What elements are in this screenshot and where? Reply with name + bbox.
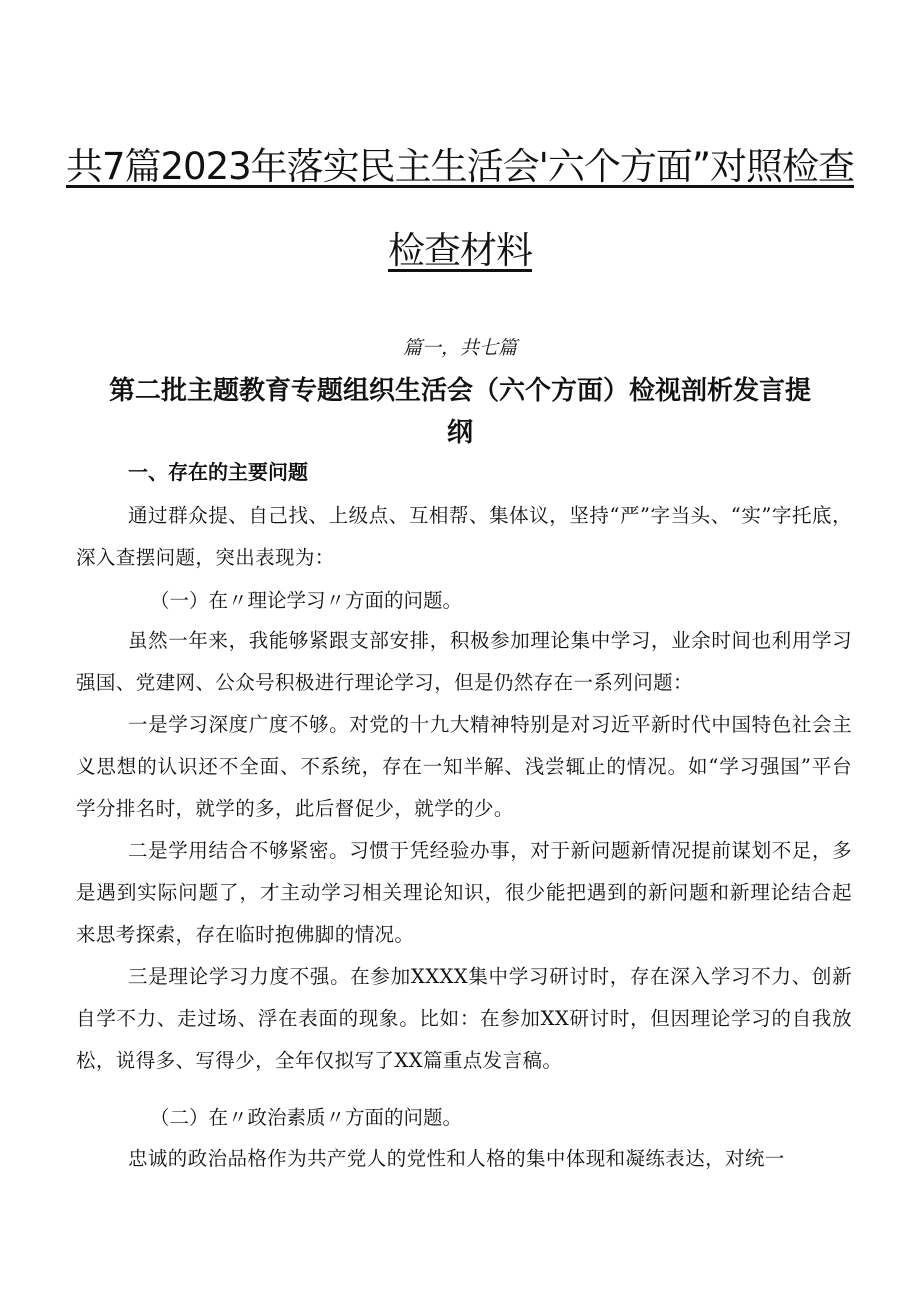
subheading-theory-study: （一）在〃理论学习〃方面的问题。: [150, 589, 463, 612]
section-title-line-2: 纲: [446, 418, 473, 448]
paragraph-2: 一是学习深度广度不够。对党的十九大精神特别是对习近平新时代中国特色社会主义思想的认识还不全面、不系统，存在一知半解、浅尝辄止的情况。如“学习强国”平台学分排名时，就学的多，此后督促少，就学的少。: [76, 713, 852, 820]
subheading-political-quality: （二）在〃政治素质〃方面的问题。: [150, 1106, 463, 1129]
paragraph-4: 三是理论学习力度不强。在参加XXXX集中学习研讨时，存在深入学习不力、创新自学不力、走过场、浮在表面的现象。比如：在参加XX研讨时，但因理论学习的自我放松，说得多、写得少，全年仅拟写了XX篇重点发言稿。: [76, 965, 852, 1072]
paragraph-3: 二是学用结合不够紧密。习惯于凭经验办事，对于新问题新情况提前谋划不足，多是遇到实际问题了，才主动学习相关理论知识，很少能把遇到的新问题和新理论结合起来思考探索，存在临时抱佛脚的情况。: [76, 839, 852, 946]
part-label: 篇一，共七篇: [402, 337, 517, 359]
paragraph-intro: 通过群众提、自己找、上级点、互相帮、集体议，坚持“严”字当头、“实”字托底，深入查摆问题，突出表现为：: [76, 504, 852, 569]
document-title-line-1: 共7篇2023年落实民主生活会'六个方面”对照检查: [65, 145, 855, 188]
paragraph-1: 虽然一年来，我能够紧跟支部安排，积极参加理论集中学习，业余时间也利用学习强国、党建网、公众号积极进行理论学习，但是仍然存在一系列问题：: [76, 629, 852, 694]
heading-main-problems: 一、存在的主要问题: [128, 460, 308, 484]
section-title-line-1: 第二批主题教育专题组织生活会（六个方面）检视剖析发言提: [108, 376, 811, 406]
document-title-line-2: 检查材料: [388, 229, 532, 272]
paragraph-5: 忠诚的政治品格作为共产党人的党性和人格的集中体现和凝练表达，对统一: [128, 1147, 785, 1170]
